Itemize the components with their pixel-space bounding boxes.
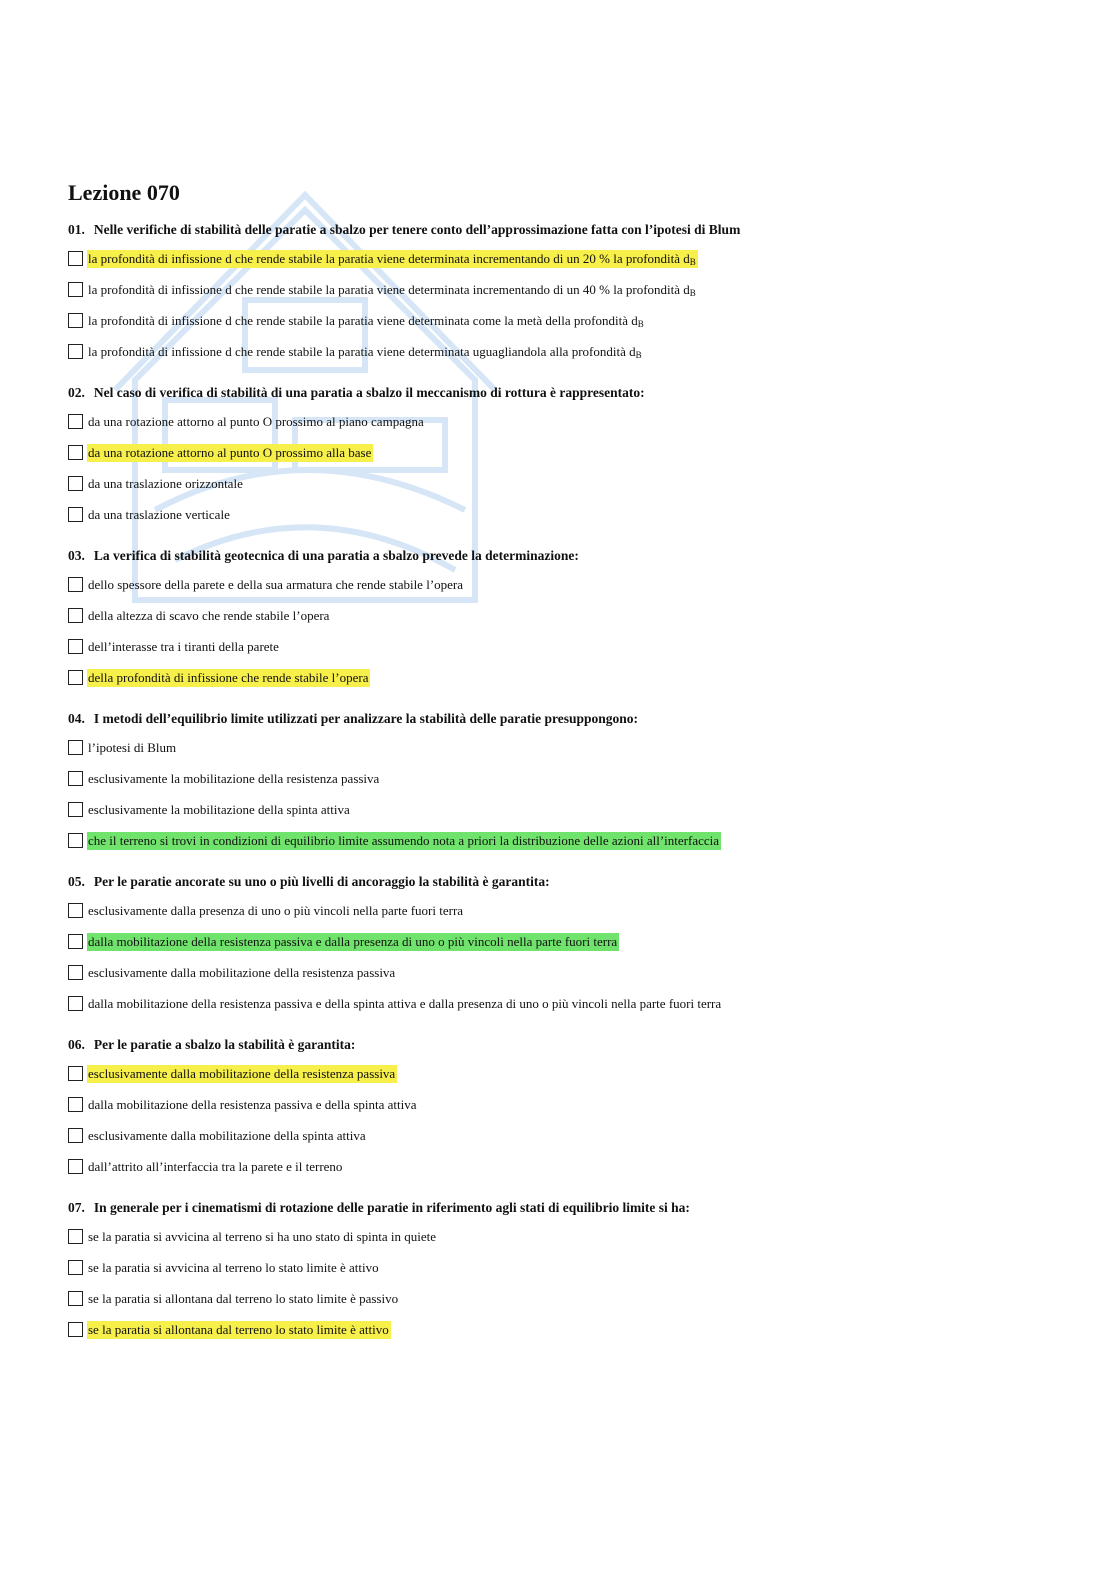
answer-text <box>87 832 721 850</box>
question-text <box>68 220 1068 240</box>
answer-text <box>87 1228 438 1246</box>
answer-text <box>87 413 426 431</box>
question-text <box>68 872 1068 892</box>
answer-text <box>87 669 370 687</box>
answer-text <box>87 475 245 493</box>
answer-text <box>87 444 373 462</box>
answer-option[interactable] <box>68 828 1068 853</box>
answer-checkbox[interactable] <box>68 1322 83 1337</box>
answer-text <box>87 933 619 951</box>
answer-text-main: esclusivamente la mobilitazione della resistenza passiva <box>88 770 380 786</box>
answer-text-main: la profondità di infissione d che rende stabile la paratia viene determinata uguagliandola alla profondità d <box>88 343 636 359</box>
answer-text-main: da una rotazione attorno al punto O prossimo alla base <box>88 444 372 460</box>
answer-text-main: la profondità di infissione d che rende stabile la paratia viene determinata incrementando di un 20 % la profondità d <box>88 250 690 266</box>
question-number: 05. <box>68 874 85 889</box>
answer-option[interactable] <box>68 471 1068 496</box>
question-number: 01. <box>68 222 85 237</box>
answer-text-main: della profondità di infissione che rende stabile l’opera <box>88 669 369 685</box>
answer-option[interactable] <box>68 766 1068 791</box>
answer-option[interactable] <box>68 246 1068 271</box>
answer-option[interactable] <box>68 440 1068 465</box>
answer-checkbox[interactable] <box>68 1229 83 1244</box>
question-block <box>68 546 1068 690</box>
answer-text <box>87 607 331 625</box>
answer-option[interactable] <box>68 1317 1068 1342</box>
answer-option[interactable] <box>68 1224 1068 1249</box>
answer-checkbox[interactable] <box>68 996 83 1011</box>
answer-checkbox[interactable] <box>68 639 83 654</box>
answer-checkbox[interactable] <box>68 344 83 359</box>
answer-checkbox[interactable] <box>68 608 83 623</box>
answer-checkbox[interactable] <box>68 934 83 949</box>
question-block <box>68 1035 1068 1179</box>
question-number: 04. <box>68 711 85 726</box>
answer-option[interactable] <box>68 1092 1068 1117</box>
answer-option[interactable] <box>68 991 1068 1016</box>
question-text <box>68 709 1068 729</box>
answer-text <box>87 1321 391 1339</box>
question-label: In generale per i cinematismi di rotazione delle paratie in riferimento agli stati di equilibrio limite si ha: <box>93 1200 690 1215</box>
question-block <box>68 1198 1068 1342</box>
answer-option[interactable] <box>68 603 1068 628</box>
answer-checkbox[interactable] <box>68 507 83 522</box>
answer-option[interactable] <box>68 502 1068 527</box>
answer-text <box>87 506 232 524</box>
answer-text <box>87 281 698 299</box>
question-block <box>68 872 1068 1016</box>
question-label: Per le paratie a sbalzo la stabilità è garantita: <box>93 1037 356 1052</box>
answer-checkbox[interactable] <box>68 1128 83 1143</box>
answer-option[interactable] <box>68 960 1068 985</box>
answer-text-main: dalla mobilitazione della resistenza passiva e dalla presenza di uno o più vincoli nella parte fuori terra <box>88 933 618 949</box>
answer-text <box>87 1127 368 1145</box>
answer-text-main: dello spessore della parete e della sua armatura che rende stabile l’opera <box>88 576 464 592</box>
answer-option[interactable] <box>68 735 1068 760</box>
answer-subscript: B <box>689 287 696 298</box>
question-number: 03. <box>68 548 85 563</box>
question-block <box>68 383 1068 527</box>
answer-text-main: dalla mobilitazione della resistenza passiva e della spinta attiva <box>88 1096 417 1112</box>
answer-checkbox[interactable] <box>68 740 83 755</box>
answer-option[interactable] <box>68 634 1068 659</box>
answer-option[interactable] <box>68 572 1068 597</box>
answer-text-main: esclusivamente dalla mobilitazione della resistenza passiva <box>88 964 396 980</box>
answer-text <box>87 638 281 656</box>
question-number: 06. <box>68 1037 85 1052</box>
answer-option[interactable] <box>68 277 1068 302</box>
answer-text <box>87 739 178 757</box>
answer-option[interactable] <box>68 409 1068 434</box>
answer-subscript: B <box>635 349 642 360</box>
question-label: Nelle verifiche di stabilità delle paratie a sbalzo per tenere conto dell’approssimazione fatta con l’ipotesi di Blum <box>93 222 741 237</box>
answer-checkbox[interactable] <box>68 313 83 328</box>
question-text <box>68 383 1068 403</box>
answer-checkbox[interactable] <box>68 414 83 429</box>
answer-checkbox[interactable] <box>68 1291 83 1306</box>
answer-text-main: la profondità di infissione d che rende stabile la paratia viene determinata come la metà della profondità d <box>88 312 638 328</box>
answer-option[interactable] <box>68 339 1068 364</box>
answer-text-main: esclusivamente dalla mobilitazione della spinta attiva <box>88 1127 366 1143</box>
answer-text-main: esclusivamente dalla presenza di uno o più vincoli nella parte fuori terra <box>88 902 464 918</box>
answer-text <box>87 1096 419 1114</box>
answer-checkbox[interactable] <box>68 965 83 980</box>
answer-checkbox[interactable] <box>68 251 83 266</box>
question-block <box>68 709 1068 853</box>
answer-text <box>87 343 644 361</box>
answer-text <box>87 1065 397 1083</box>
answer-text-main: se la paratia si allontana dal terreno lo stato limite è passivo <box>88 1290 399 1306</box>
answer-text <box>87 1158 344 1176</box>
answer-option[interactable] <box>68 665 1068 690</box>
answer-text-main: l’ipotesi di Blum <box>88 739 177 755</box>
answer-text-main: dall’attrito all’interfaccia tra la parete e il terreno <box>88 1158 343 1174</box>
answer-text <box>87 995 723 1013</box>
answer-checkbox[interactable] <box>68 476 83 491</box>
answer-text-main: dell’interasse tra i tiranti della parete <box>88 638 279 654</box>
answer-option[interactable] <box>68 1061 1068 1086</box>
document-body <box>68 178 1068 1361</box>
answer-checkbox[interactable] <box>68 577 83 592</box>
answer-option[interactable] <box>68 1286 1068 1311</box>
answer-text-main: da una traslazione orizzontale <box>88 475 243 491</box>
question-label: I metodi dell’equilibrio limite utilizzati per analizzare la stabilità delle paratie presuppongono: <box>93 711 638 726</box>
answer-text-main: se la paratia si avvicina al terreno lo stato limite è attivo <box>88 1259 379 1275</box>
question-label: Nel caso di verifica di stabilità di una paratia a sbalzo il meccanismo di rottura è rappresentato: <box>93 385 645 400</box>
answer-text <box>87 964 397 982</box>
answer-checkbox[interactable] <box>68 833 83 848</box>
answer-text-main: esclusivamente la mobilitazione della spinta attiva <box>88 801 350 817</box>
answer-checkbox[interactable] <box>68 282 83 297</box>
answer-option[interactable] <box>68 797 1068 822</box>
answer-text <box>87 576 465 594</box>
question-label: La verifica di stabilità geotecnica di una paratia a sbalzo prevede la determinazione: <box>93 548 579 563</box>
question-text <box>68 546 1068 566</box>
answer-text <box>87 250 698 268</box>
answer-text-main: dalla mobilitazione della resistenza passiva e della spinta attiva e dalla presenza di uno o più vincoli nella parte fuori terra <box>88 995 722 1011</box>
answer-checkbox[interactable] <box>68 670 83 685</box>
answer-text-main: che il terreno si trovi in condizioni di equilibrio limite assumendo nota a priori la distribuzione delle azioni all’interfaccia <box>88 832 720 848</box>
answer-text <box>87 902 465 920</box>
answer-checkbox[interactable] <box>68 1097 83 1112</box>
answer-subscript: B <box>637 318 644 329</box>
answer-checkbox[interactable] <box>68 771 83 786</box>
question-list <box>68 220 1068 1342</box>
question-block <box>68 220 1068 364</box>
answer-text <box>87 1290 400 1308</box>
question-label: Per le paratie ancorate su uno o più livelli di ancoraggio la stabilità è garantita: <box>93 874 550 889</box>
answer-option[interactable] <box>68 308 1068 333</box>
answer-text-main: da una traslazione verticale <box>88 506 230 522</box>
page-title: Lezione 070 <box>68 180 180 205</box>
answer-option[interactable] <box>68 898 1068 923</box>
answer-checkbox[interactable] <box>68 1260 83 1275</box>
answer-checkbox[interactable] <box>68 903 83 918</box>
answer-text-main: della altezza di scavo che rende stabile l’opera <box>88 607 330 623</box>
answer-text-main: da una rotazione attorno al punto O prossimo al piano campagna <box>88 413 424 429</box>
answer-option[interactable] <box>68 929 1068 954</box>
answer-text-main: se la paratia si avvicina al terreno si ha uno stato di spinta in quiete <box>88 1228 437 1244</box>
answer-checkbox[interactable] <box>68 445 83 460</box>
answer-option[interactable] <box>68 1255 1068 1280</box>
answer-text <box>87 312 646 330</box>
question-number: 07. <box>68 1200 85 1215</box>
answer-option[interactable] <box>68 1154 1068 1179</box>
answer-checkbox[interactable] <box>68 802 83 817</box>
answer-option[interactable] <box>68 1123 1068 1148</box>
question-number: 02. <box>68 385 85 400</box>
answer-checkbox[interactable] <box>68 1066 83 1081</box>
answer-text <box>87 1259 381 1277</box>
answer-subscript: B <box>689 256 696 267</box>
answer-text <box>87 801 352 819</box>
question-text <box>68 1035 1068 1055</box>
answer-text-main: esclusivamente dalla mobilitazione della resistenza passiva <box>88 1065 396 1081</box>
question-text <box>68 1198 1068 1218</box>
answer-text-main: se la paratia si allontana dal terreno lo stato limite è attivo <box>88 1321 389 1337</box>
answer-text <box>87 770 381 788</box>
answer-text-main: la profondità di infissione d che rende stabile la paratia viene determinata incrementando di un 40 % la profondità d <box>88 281 690 297</box>
answer-checkbox[interactable] <box>68 1159 83 1174</box>
